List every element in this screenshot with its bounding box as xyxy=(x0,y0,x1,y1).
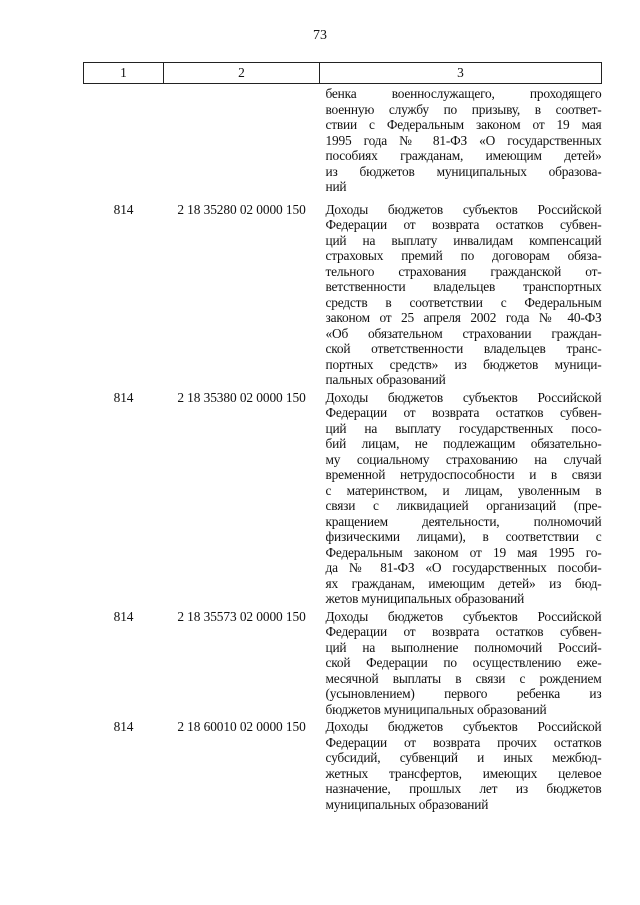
description-line: пальных образований xyxy=(325,372,446,387)
description-line: Доходы бюджетов субъектов Российской xyxy=(325,719,602,734)
description-line: ветственности владельцев транспортных xyxy=(325,279,602,294)
description-line: Федеральным законом от 19 мая 1995 го- xyxy=(325,544,602,560)
description-cell xyxy=(320,717,602,812)
description-line: месячной выплаты в связи с рождением xyxy=(325,670,602,686)
description-line: пособиях гражданам, имеющим детей» xyxy=(325,148,602,163)
admin-code-cell: 814 xyxy=(113,608,134,624)
description-line: тельного страхования гражданской от- xyxy=(325,263,602,279)
budget-codes-table xyxy=(83,62,602,812)
description-line: ской ответственности владельцев транс- xyxy=(325,341,602,356)
budget-code-cell: 2 18 35573 02 0000 150 xyxy=(177,608,306,624)
description-line: с материнством, и лицам, уволенным в xyxy=(325,482,602,498)
description-line: законом от 25 апреля 2002 года № 40-ФЗ xyxy=(325,310,602,325)
description-line: ций на выплату инвалидам компенсаций xyxy=(325,232,602,248)
description-line: 1995 года № 81-ФЗ «О государственных xyxy=(325,132,602,148)
description-line: военную службу по призыву, в соответ- xyxy=(325,101,602,117)
budget-code-cell xyxy=(164,84,320,195)
description-line: Федерации от возврата остатков субвен- xyxy=(325,217,602,232)
description-line: му социальному страхованию на случай xyxy=(325,451,602,467)
admin-code-cell: 814 xyxy=(113,201,134,217)
column-header-1: 1 xyxy=(84,63,164,84)
description-line: бюджетов муниципальных образований xyxy=(325,701,547,717)
description-line: Федерации от возврата прочих остатков xyxy=(325,734,602,750)
description-line: кращением деятельности, полномочий xyxy=(325,513,602,529)
description-line: Доходы бюджетов субъектов Российской xyxy=(325,608,602,624)
description-line: «Об обязательном страховании граждан- xyxy=(325,325,602,341)
column-header-2: 2 xyxy=(164,63,320,84)
admin-code-cell: 814 xyxy=(113,719,134,734)
description-line: жетов муниципальных образований xyxy=(325,591,525,606)
description-line: ях гражданам, имеющим детей» из бюд- xyxy=(325,575,602,591)
description-line: Федерации от возврата остатков субвен- xyxy=(325,405,602,420)
description-line: ний xyxy=(325,179,347,194)
description-cell xyxy=(320,388,602,607)
description-line: ций на выплату государственных посо- xyxy=(325,420,602,436)
table-row xyxy=(84,388,602,607)
description-line: страховых премий по договорам обяза- xyxy=(325,248,602,263)
budget-code-cell: 2 18 35280 02 0000 150 xyxy=(177,201,306,217)
description-line: связи с ликвидацией организаций (пре- xyxy=(325,498,602,513)
description-line: Доходы бюджетов субъектов Российской xyxy=(325,389,602,405)
description-line: Федерации от возврата остатков субвен- xyxy=(325,624,602,639)
description-line: бенка военнослужащего, проходящего xyxy=(325,86,602,101)
description-line: Доходы бюджетов субъектов Российской xyxy=(325,201,602,217)
table-row xyxy=(84,195,602,388)
description-cell xyxy=(320,195,602,388)
description-line: муниципальных образований xyxy=(325,796,489,812)
description-line: из бюджетов муниципальных образова- xyxy=(325,163,602,179)
budget-code-cell: 2 18 60010 02 0000 150 xyxy=(177,719,306,734)
admin-code-cell xyxy=(84,84,164,195)
description-line: назначение, прошлых лет из бюджетов xyxy=(325,781,602,796)
table-row xyxy=(84,607,602,718)
description-line: ствии с Федеральным законом от 19 мая xyxy=(325,117,602,132)
header-row xyxy=(84,63,602,84)
description-cell xyxy=(320,84,602,195)
table-body xyxy=(84,84,602,813)
description-line: жетных трансфертов, имеющих целевое xyxy=(325,765,602,781)
description-cell xyxy=(320,607,602,718)
description-line: физическими лицами), в соответствии с xyxy=(325,529,602,544)
table-row xyxy=(84,84,602,195)
page-number: 73 xyxy=(313,28,327,43)
admin-code-cell: 814 xyxy=(113,389,134,405)
column-header-3: 3 xyxy=(320,63,602,84)
table-row xyxy=(84,717,602,812)
description-line: временной нетрудоспособности и в связи xyxy=(325,467,602,482)
description-line: субсидий, субвенций и иных межбюд- xyxy=(325,750,602,765)
description-line: (усыновлением) первого ребенка из xyxy=(325,686,602,701)
description-line: бий лицам, не подлежащим обязательно- xyxy=(325,436,602,451)
description-line: ской Федерации по осуществлению еже- xyxy=(325,655,602,670)
description-line: ций на выполнение полномочий Россий- xyxy=(325,639,602,655)
description-line: да № 81-ФЗ «О государственных пособи- xyxy=(325,560,602,575)
budget-code-cell: 2 18 35380 02 0000 150 xyxy=(177,389,306,405)
table-header xyxy=(84,63,602,84)
description-line: портных средств» из бюджетов муници- xyxy=(325,356,602,372)
description-line: средств в соответствии с Федеральным xyxy=(325,294,602,310)
